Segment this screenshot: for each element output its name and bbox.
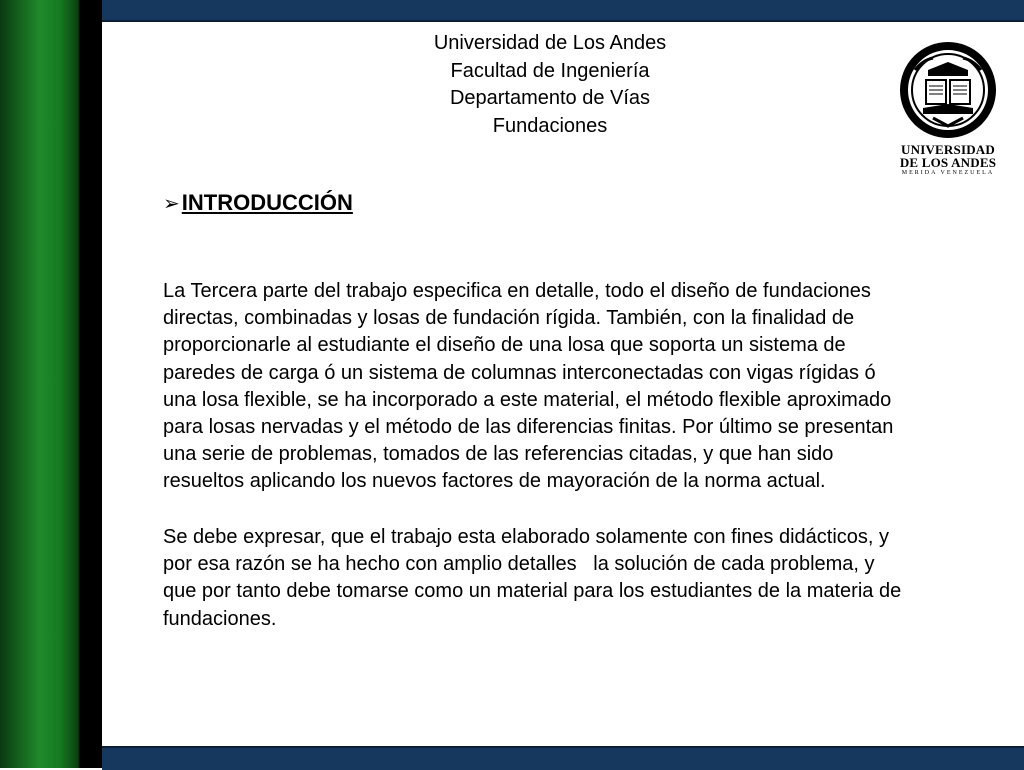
header-faculty: Facultad de Ingeniería [450, 59, 650, 82]
paragraph-line: fundaciones. [163, 607, 277, 630]
paragraph-line: resueltos aplicando los nuevos factores de mayoración de la norma actual. [163, 470, 826, 493]
paragraph-line: paredes de carga ó un sistema de columnas interconectadas con vigas rígidas ó [163, 361, 876, 384]
bullet-arrow-icon: ➢ [163, 193, 180, 215]
header-department: Departamento de Vías [449, 87, 651, 109]
logo-name-line2: DE LOS ANDES [899, 155, 997, 170]
side-stripe [0, 0, 102, 768]
paragraph-line: directas, combinadas y losas de fundación rígida. También, con la finalidad de [163, 307, 855, 330]
slide-header [380, 30, 720, 140]
bottom-bar [102, 746, 1024, 770]
university-seal-icon [893, 40, 1003, 140]
intro-paragraph-2 [163, 524, 1023, 633]
paragraph-line: una serie de problemas, tomados de las referencias citadas, y que han sido [163, 443, 834, 466]
section-title: INTRODUCCIÓN [181, 190, 353, 215]
paragraph-line: proporcionarle al estudiante el diseño de una losa que soporta un sistema de [163, 334, 846, 357]
header-course: Fundaciones [492, 114, 608, 137]
paragraph-line: para losas nervadas y el método de las diferencias finitas. Por último se presentan [163, 416, 894, 439]
paragraph-line: que por tanto debe tomarse como un material para los estudiantes de la materia de [163, 580, 902, 603]
paragraph-line: Se debe expresar, que el trabajo esta elaborado solamente con fines didácticos, y [163, 526, 890, 548]
paragraph-line: por esa razón se ha hecho con amplio detalles la solución de cada problema, y [163, 553, 875, 576]
logo-city: MERIDA VENEZUELA [901, 170, 995, 176]
header-university: Universidad de Los Andes [433, 32, 667, 54]
paragraph-line: una losa flexible, se ha incorporado a este material, el método flexible aproximado [163, 388, 892, 411]
intro-paragraph-1 [163, 278, 1023, 496]
top-bar [102, 0, 1024, 22]
paragraph-line: La Tercera parte del trabajo especifica en detalle, todo el diseño de fundaciones [163, 280, 871, 302]
university-logo [893, 40, 1003, 180]
logo-name-line1: UNIVERSIDAD [901, 142, 995, 157]
section-heading [163, 190, 353, 216]
